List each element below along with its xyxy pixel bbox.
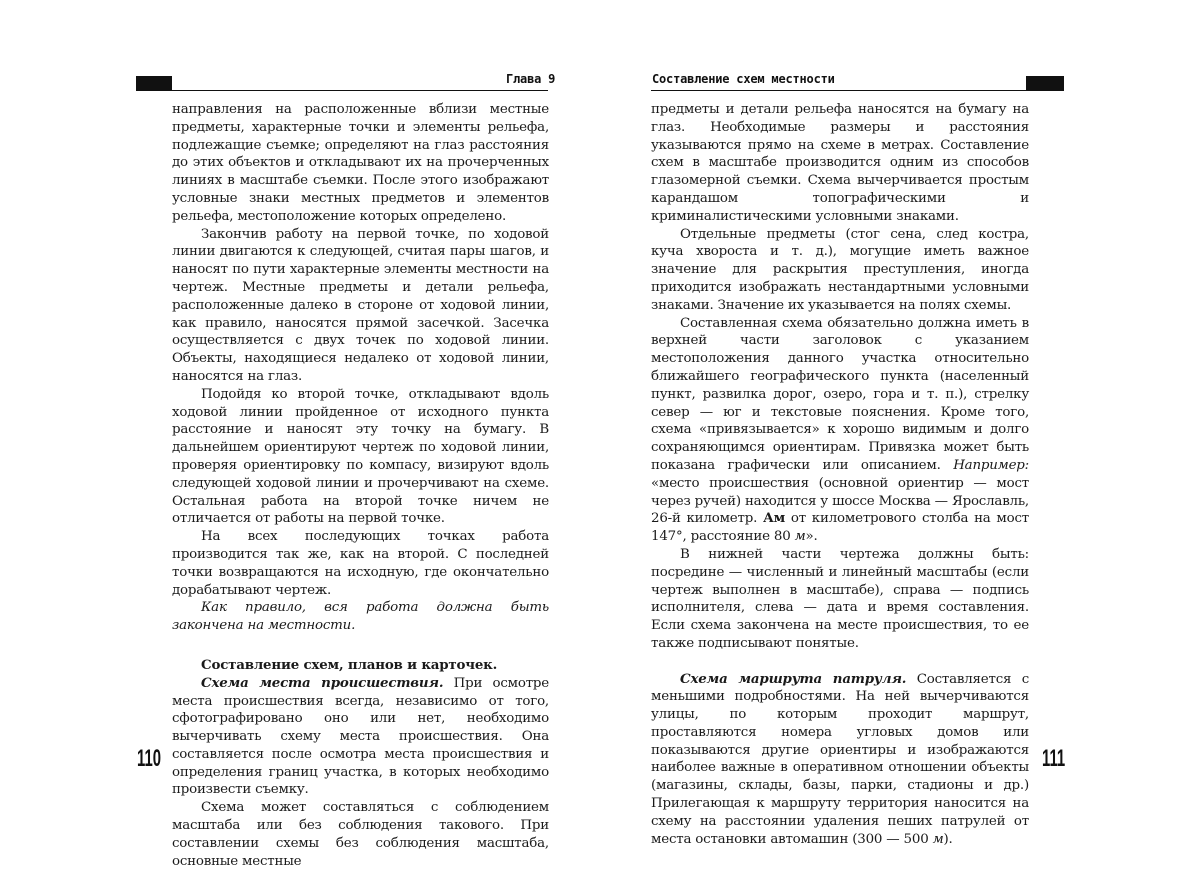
paragraph: На всех последующих точках работа производится так же, как на второй. С последней точки возвращаются на исходную, где окончательно дорабатывают чертеж. bbox=[172, 529, 549, 598]
header-marker bbox=[136, 76, 172, 91]
text-column bbox=[651, 101, 1029, 848]
paragraph: В нижней части чертежа должны быть: посредине — численный и линейный масштабы (если чертеж выполнен в масштабе), справа — подпись исполнителя, слева — дата и время составления. Если схема закончена на месте происшествия, то ее также подписывают понятые. bbox=[651, 546, 1029, 651]
paragraph-text: ). bbox=[943, 831, 953, 847]
paragraph: Закончив работу на первой точке, по ходовой линии двигаются к следующей, считая пары шагов, и наносят по пути характерные элементы местности на чертеж. Местные предметы и детали рельефа, расположенные далеко в стороне от ходовой линии, как правило, наносятся прямой засечкой. Засечка осуществляется с двух точек по ходовой линии. Объекты, находящиеся недалеко от ходовой линии, наносятся на глаз. bbox=[172, 226, 549, 384]
marker-label: Ам bbox=[762, 510, 786, 527]
unit-label: м bbox=[794, 529, 806, 545]
paragraph bbox=[651, 315, 1029, 546]
left-page bbox=[0, 0, 600, 869]
paragraph bbox=[651, 671, 1029, 849]
header-rule bbox=[651, 90, 1064, 91]
paragraph bbox=[172, 675, 549, 800]
paragraph-text: При осмотре места происшествия всегда, независимо от того, сфотографировано оно или нет, необходимо вычерчивать схему места происшествия. Она составляется после осмотра места происшествия и определения границ участка, в которых необходимо произвести съемку. bbox=[172, 675, 549, 798]
paragraph: направления на расположенные вблизи местные предметы, характерные точки и элементы рельефа, подлежащие съемке; определяют на глаз расстояния до этих объектов и откладывают их на прочерченных линиях в масштабе съемки. После этого изображают условные знаки местных предметов и элементов рельефа, местоположение которых определено. bbox=[172, 102, 549, 224]
running-header: Составление схем местности bbox=[652, 72, 835, 86]
right-page bbox=[600, 0, 1200, 848]
paragraph: Подойдя ко второй точке, откладывают вдоль ходовой линии пройденное от исходного пункта расстояние и наносят эту точку на бумагу. В дальнейшем ориентируют чертеж по ходовой линии, проверяя ориентировку по компасу, визируют вдоль следующей ходовой линии и прочерчивают на схеме. Остальная работа на второй точке ничем не отличается от работы на первой точке. bbox=[172, 386, 549, 527]
paragraph-gap bbox=[651, 653, 1029, 671]
unit-label: м bbox=[932, 831, 944, 847]
paragraph: Как правило, вся работа должна быть закончена на местности. bbox=[172, 600, 549, 634]
paragraph: Схема может составляться с соблюдением масштаба или без соблюдения такового. При составлении схемы без соблюдения масштаба, основные местные bbox=[172, 800, 549, 869]
example-label: Например: bbox=[953, 457, 1029, 473]
text-column bbox=[172, 101, 549, 870]
run-in-heading: Схема места происшествия. bbox=[201, 674, 444, 691]
paragraph-text: ». bbox=[805, 529, 818, 545]
header-marker bbox=[1026, 76, 1064, 91]
paragraph: Отдельные предметы (стог сена, след костра, куча хвороста и т. д.), могущие иметь важное значение для раскрытия преступления, иногда приходится изображать нестандартными условными знаками. Значение их указывается на полях схемы. bbox=[651, 226, 1029, 313]
page-number: 111 bbox=[1042, 745, 1066, 772]
run-in-heading: Схема маршрута патруля. bbox=[680, 670, 907, 687]
section-heading: Составление схем, планов и карточек. bbox=[201, 656, 498, 673]
paragraph: предметы и детали рельефа наносятся на бумагу на глаз. Необходимые размеры и расстояния указываются прямо на схеме в метрах. Составление схем в масштабе производится одним из способов глазомерной съемки. Схема вычерчивается простым карандашом топографическими и криминалистическими условными знаками. bbox=[651, 102, 1029, 224]
running-header: Глава 9 bbox=[506, 72, 556, 86]
paragraph-text: Составляется с меньшими подробностями. На ней вычерчиваются улицы, по которым проходит маршрут, проставляются номера угловых домов или показываются другие ориентиры и изображаются наиболее важные в оперативном отношении объекты (магазины, склады, базы, парки, стадионы и др.) Прилегающая к маршруту территория наносится на схему на расстоянии удаления пеших патрулей от места остановки автомашин (300 — 500 bbox=[651, 671, 1029, 847]
paragraph-text: «место происшествия (основной ориентир — мост через ручей) находится у шоссе Москва — Ярославль, 26-й километр. bbox=[651, 475, 1029, 527]
paragraph-text: от километрового столба на мост 147°, расстояние 80 bbox=[651, 511, 1029, 545]
paragraph-text: Составленная схема обязательно должна иметь в верхней части заголовок с указанием местоположения данного участка относительно ближайшего географического пункта (населенный пункт, развилка дорог, озеро, гора и т. п.), стрелку север — юг и текстовые пояснения. Кроме того, схема «привязывается» к хорошо видимым и долго сохраняющимся ориентирам. Привязка может быть показана графически или описанием. bbox=[651, 315, 1029, 473]
header-rule bbox=[136, 90, 548, 91]
page-number: 110 bbox=[137, 745, 162, 772]
